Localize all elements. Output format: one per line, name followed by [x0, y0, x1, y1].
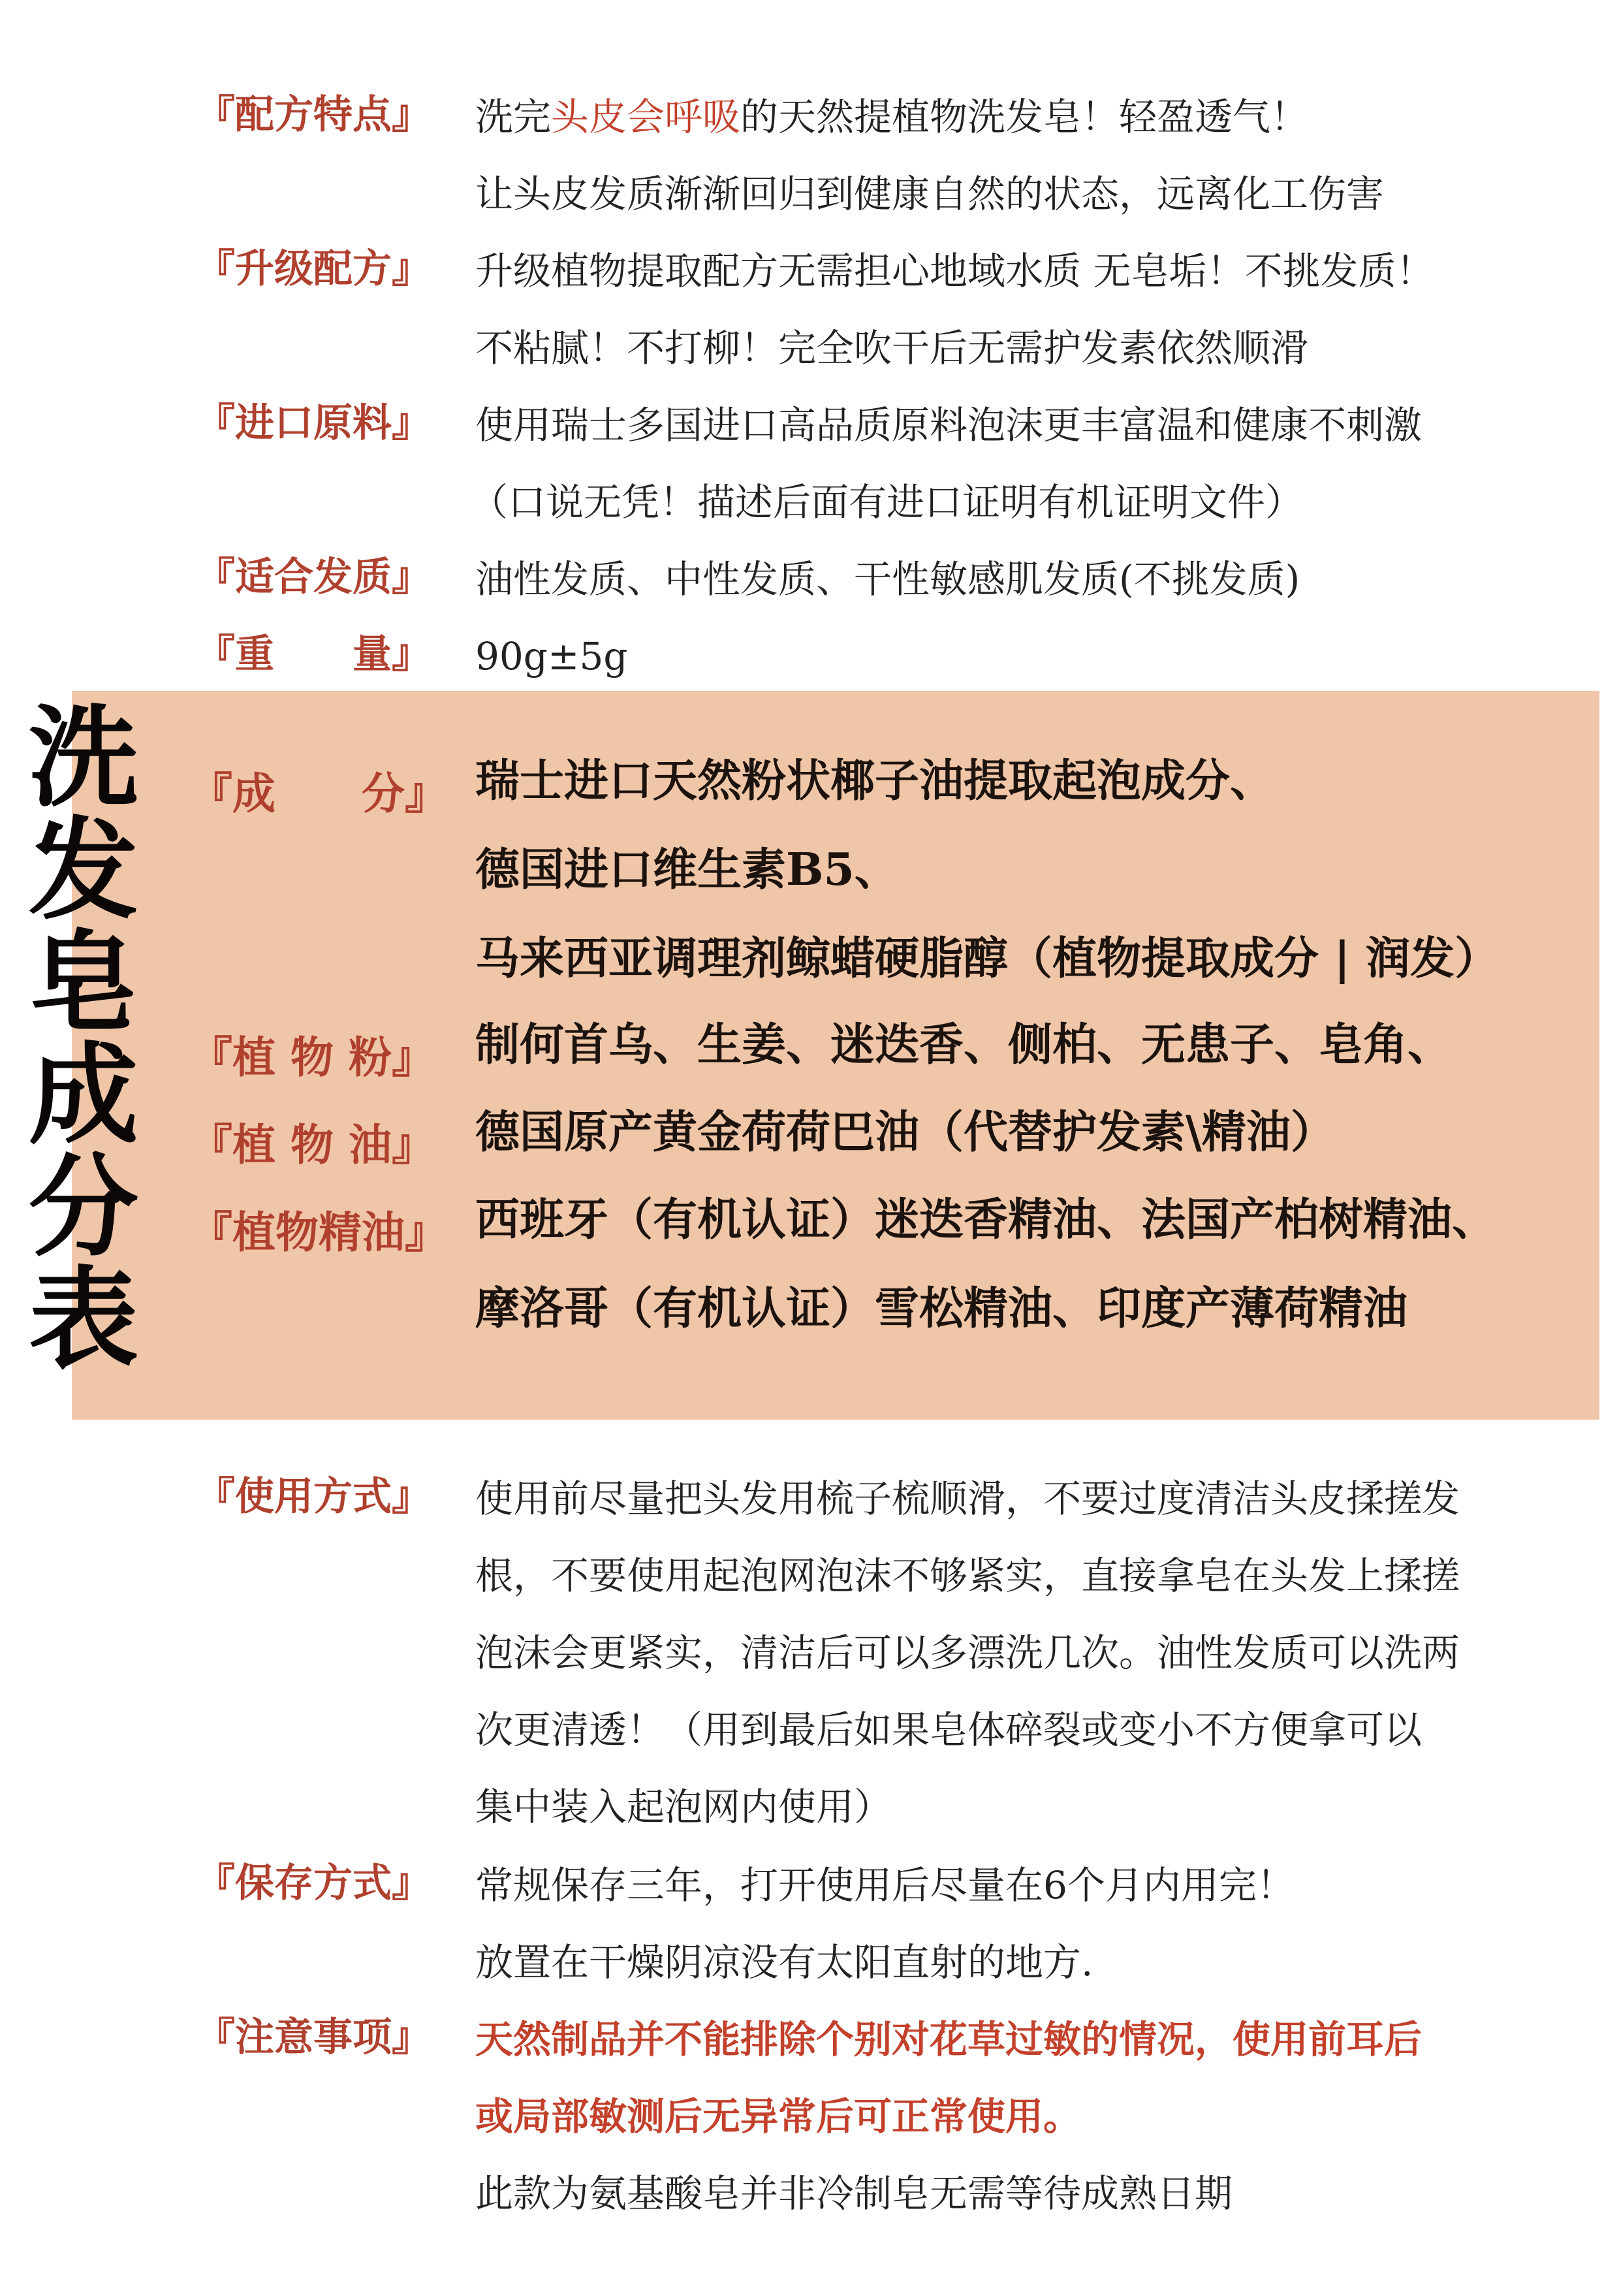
text-line: 制何首乌、生姜、迷迭香、侧柏、无患子、皂角、 [475, 1019, 1453, 1071]
vertical-title [18, 694, 149, 1384]
text-line: 使用前尽量把头发用梳子梳顺滑，不要过度清洁头皮揉搓发 [475, 1476, 1460, 1521]
text-line: 放置在干燥阴凉没有太阳直射的地方. [475, 1940, 1093, 1985]
text-line: 油性发质、中性发质、干性敏感肌发质(不挑发质) [475, 557, 1300, 601]
text-recipe-features [475, 78, 1384, 232]
text-line: 90g±5g [475, 634, 628, 678]
label-upgraded-recipe: 『升级配方』 [196, 246, 431, 292]
text-plant-powder [475, 1000, 1452, 1089]
text-usage [475, 1460, 1460, 1845]
text-hair-types [475, 541, 1300, 618]
text-line: 集中装入起泡网内使用） [475, 1785, 892, 1829]
text-upgraded-recipe [475, 232, 1434, 387]
label-essential-oil: 『植物精油』 [189, 1207, 448, 1258]
text-line: 马来西亚调理剂鲸蜡硬脂醇（植物提取成分 | 润发） [475, 933, 1500, 985]
warning-line: 天然制品并不能排除个别对花草过敏的情况，使用前耳后 [475, 2017, 1423, 2062]
title-char: 发 [29, 806, 138, 934]
text-line: 瑞士进口天然粉状椰子油提取起泡成分、 [475, 755, 1275, 807]
text-line: 洗完头皮会呼吸的天然提植物洗发皂！轻盈透气！ [475, 95, 1309, 139]
title-char: 分 [29, 1143, 138, 1271]
text-line: 摩洛哥（有机认证）雪松精油、印度产薄荷精油 [475, 1283, 1408, 1335]
text-line: 泡沫会更紧实，清洁后可以多漂洗几次。油性发质可以洗两 [475, 1631, 1460, 1675]
highlight-text: 头皮会呼吸 [551, 95, 741, 139]
title-char: 皂 [29, 919, 138, 1047]
text-precautions [475, 2001, 1422, 2232]
text-line: 德国进口维生素B5、 [475, 844, 899, 896]
text-plant-oil [475, 1088, 1335, 1177]
warning-line: 或局部敏测后无异常后可正常使用。 [475, 2094, 1082, 2139]
label-plant-oil: 『植 物 油』 [189, 1119, 435, 1170]
text-ingredients [475, 737, 1499, 1003]
label-imported-materials: 『进口原料』 [196, 400, 431, 446]
text-line: 德国原产黄金荷荷巴油（代替护发素\精油） [475, 1106, 1335, 1158]
text-line: 让头皮发质渐渐回归到健康自然的状态，远离化工伤害 [475, 172, 1385, 216]
text-line: 不粘腻！不打柳！完全吹干后无需护发素依然顺滑 [475, 326, 1309, 370]
label-recipe-features: 『配方特点』 [196, 92, 431, 138]
label-weight: 『重 量』 [196, 631, 431, 677]
text-line: 升级植物提取配方无需担心地域水质 无皂垢！不挑发质！ [475, 249, 1434, 293]
text-line: 此款为氨基酸皂并非冷制皂无需等待成熟日期 [475, 2171, 1233, 2216]
title-char: 洗 [29, 694, 138, 822]
text-line: 西班牙（有机认证）迷迭香精油、法国产柏树精油、 [475, 1194, 1497, 1246]
text-weight [475, 618, 628, 695]
label-precautions: 『注意事项』 [196, 2015, 431, 2060]
label-usage: 『使用方式』 [196, 1474, 431, 1520]
text-imported-materials [470, 387, 1423, 541]
text-essential-oil [475, 1175, 1496, 1353]
title-char: 成 [29, 1031, 138, 1159]
text-line: 根，不要使用起泡网泡沫不够紧实，直接拿皂在头发上揉搓 [475, 1554, 1460, 1598]
label-hair-types: 『适合发质』 [196, 554, 431, 600]
text-line: 常规保存三年，打开使用后尽量在6个月内用完！ [475, 1863, 1295, 1907]
title-char: 表 [29, 1256, 138, 1384]
label-storage: 『保存方式』 [196, 1860, 431, 1906]
text-line: （口说无凭！描述后面有进口证明有机证明文件） [470, 480, 1304, 524]
text-line: 使用瑞士多国进口高品质原料泡沫更丰富温和健康不刺激 [475, 403, 1423, 447]
label-plant-powder: 『植 物 粉』 [189, 1032, 435, 1083]
label-ingredients: 『成 分』 [189, 768, 448, 819]
text-storage [475, 1847, 1295, 2001]
text-line: 次更清透！（用到最后如果皂体碎裂或变小不方便拿可以 [475, 1708, 1423, 1752]
